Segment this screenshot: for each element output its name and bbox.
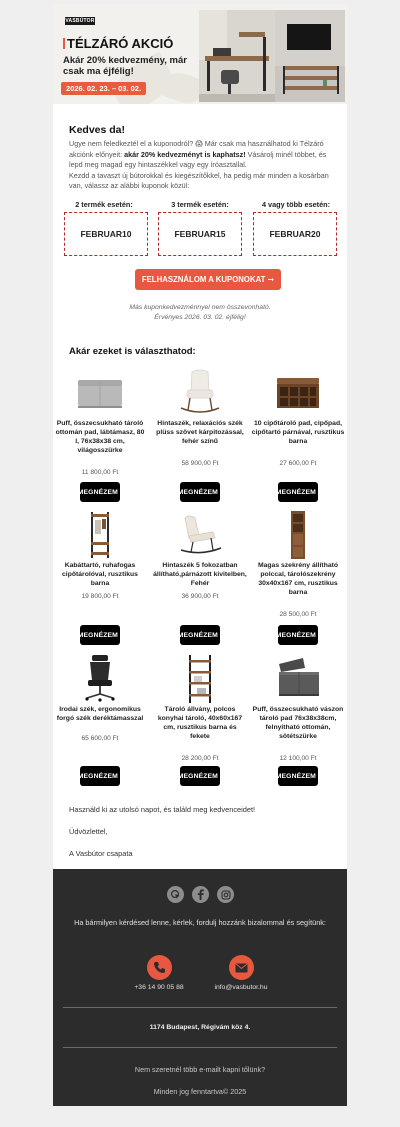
closing-line-1: Használd ki az utolsó napot, és találd meg kedvenceidet! bbox=[69, 805, 256, 814]
product-card[interactable] bbox=[153, 654, 247, 804]
coupon-note-1: Más kuponkedvezménnyel nem összevonható. bbox=[129, 304, 271, 311]
instagram-icon[interactable] bbox=[217, 886, 234, 903]
coat-rack-image[interactable] bbox=[75, 510, 125, 560]
product-card[interactable] bbox=[53, 654, 147, 804]
product-name[interactable]: Hintaszék 5 fokozatban állítható,párnázott kivitelben, Fehér bbox=[153, 562, 247, 587]
banner-photo-desk bbox=[199, 10, 275, 102]
ottoman-grey-image[interactable] bbox=[75, 368, 125, 418]
footer-divider bbox=[63, 1007, 337, 1008]
view-product-button[interactable]: MEGNÉZEM › bbox=[180, 766, 220, 786]
coupon-code-1: FEBRUAR10 bbox=[64, 212, 148, 256]
view-product-button[interactable]: MEGNÉZEM › bbox=[80, 766, 120, 786]
coupon-label-1: 2 termék esetén: bbox=[75, 200, 133, 209]
coupon-label-3: 4 vagy több esetén: bbox=[261, 200, 331, 209]
product-name[interactable]: 10 cipőtároló pad, cipőpad, cipőtartó párnával, rusztikus barna bbox=[251, 420, 345, 445]
intro-highlight: akár 20% kedvezményt is kaphatsz! bbox=[124, 149, 246, 159]
footer-help-text: Ha bármilyen kérdésed lenne, kérlek, fordulj hozzánk bizalommal és segítünk: bbox=[74, 918, 326, 927]
view-product-button[interactable]: MEGNÉZEM › bbox=[80, 625, 120, 645]
footer-address: 1174 Budapest, Régivám köz 4. bbox=[149, 1024, 251, 1031]
intro-part3: Kezdd a tavaszt új bútorokkal és kiegészítőkkel, ha pedig már minden a kosárban van, válassz az alábbi kuponok közül: bbox=[69, 170, 329, 190]
copyright-text: Minden jog fenntartva© 2025 bbox=[153, 1087, 247, 1096]
intro-text bbox=[69, 139, 333, 192]
product-price: 19 800,00 Ft bbox=[81, 593, 119, 600]
office-chair-image[interactable] bbox=[75, 654, 125, 704]
product-name[interactable]: Magas szekrény állítható polccal, tárolószekrény 30x40x167 cm, rusztikus barna bbox=[257, 562, 339, 596]
product-card[interactable] bbox=[251, 654, 345, 804]
product-price: 28 500,00 Ft bbox=[279, 611, 317, 618]
product-price: 65 600,00 Ft bbox=[81, 735, 119, 742]
coupon-note-2: Érvényes 2026. 03. 02. éjfélig! bbox=[154, 314, 246, 321]
product-card[interactable] bbox=[153, 368, 247, 518]
product-price: 36 900,00 Ft bbox=[181, 593, 219, 600]
view-product-button[interactable]: MEGNÉZEM › bbox=[180, 625, 220, 645]
shoe-bench-image[interactable] bbox=[273, 368, 323, 418]
banner-photo-tv-stand bbox=[275, 10, 345, 102]
product-name[interactable]: Hintaszék, relaxációs szék plüss szövet kárpitozással, fehér színű bbox=[156, 420, 244, 445]
rocking-chair-white-image[interactable] bbox=[175, 368, 225, 418]
view-product-button[interactable]: MEGNÉZEM › bbox=[278, 482, 318, 502]
product-card[interactable] bbox=[251, 510, 345, 660]
intro-part2: Vásárolj minél többet, és lepd meg magad egy hintaszékkel vagy egy íróasztallal. bbox=[69, 149, 327, 169]
closing-line-2: Üdvözlettel, bbox=[69, 827, 108, 836]
view-product-button[interactable]: MEGNÉZEM › bbox=[278, 766, 318, 786]
facebook-icon[interactable] bbox=[192, 886, 209, 903]
coupon-code-2: FEBRUAR15 bbox=[158, 212, 242, 256]
footer bbox=[53, 869, 347, 1106]
view-product-button[interactable]: MEGNÉZEM › bbox=[278, 625, 318, 645]
product-card[interactable] bbox=[153, 510, 247, 660]
footer-divider bbox=[63, 1047, 337, 1048]
product-price: 58 900,00 Ft bbox=[181, 460, 219, 467]
mail-icon[interactable] bbox=[229, 955, 254, 980]
product-name[interactable]: Puff, összecsukható vászon tároló pad 76x38x38cm, felnyitható ottomán, sötétszürke bbox=[252, 706, 344, 740]
use-coupons-button[interactable]: FELHASZNÁLOM A KUPONOKAT ➞ bbox=[135, 269, 281, 290]
greeting: Kedves da! bbox=[69, 124, 126, 136]
product-price: 11 800,00 Ft bbox=[81, 469, 119, 476]
product-name[interactable]: Irodai szék, ergonomikus forgó szék deréktámasszal bbox=[56, 706, 144, 722]
unsubscribe-link[interactable]: Nem szeretnél több e-mailt kapni tőlünk? bbox=[134, 1065, 266, 1074]
closing-signature: A Vasbútor csapata bbox=[69, 849, 133, 858]
footer-email[interactable]: info@vasbutor.hu bbox=[214, 984, 268, 991]
tall-cabinet-image[interactable] bbox=[273, 510, 323, 560]
intro-part1: Ugye nem feledkeztél el a kuponodról? 😱 Már csak ma használhatod ki Télzáró akciónk előnyeit: bbox=[69, 139, 324, 159]
product-card[interactable] bbox=[53, 510, 147, 660]
banner-title-text: TÉLZÁRÓ AKCIÓ bbox=[67, 36, 174, 51]
cursor-click-icon[interactable] bbox=[167, 886, 184, 903]
coupon-label-2: 3 termék esetén: bbox=[171, 200, 229, 209]
product-card[interactable] bbox=[251, 368, 345, 518]
reclining-rocking-chair-image[interactable] bbox=[175, 510, 225, 560]
product-name[interactable]: Puff, összecsukható tároló ottomán pad, lábtámasz, 80 l, 76x38x38 cm, világosszürke bbox=[55, 420, 145, 454]
promo-banner[interactable] bbox=[53, 4, 347, 104]
kitchen-shelf-image[interactable] bbox=[175, 654, 225, 704]
section-title: Akár ezeket is választhatod: bbox=[69, 346, 196, 357]
title-accent-bar bbox=[63, 38, 65, 49]
banner-title bbox=[63, 36, 173, 51]
view-product-button[interactable]: MEGNÉZEM › bbox=[180, 482, 220, 502]
product-price: 28 200,00 Ft bbox=[181, 755, 219, 762]
view-product-button[interactable]: MEGNÉZEM › bbox=[80, 482, 120, 502]
product-price: 27 600,00 Ft bbox=[279, 460, 317, 467]
product-name[interactable]: Kabáttartó, ruhafogas cipőtárolóval, rusztikus barna bbox=[62, 562, 138, 587]
brand-logo[interactable]: VASBÚTOR bbox=[65, 18, 95, 24]
footer-phone[interactable]: +36 14 90 05 88 bbox=[134, 984, 184, 991]
phone-icon[interactable] bbox=[147, 955, 172, 980]
banner-subtitle: Akár 20% kedvezmény, már csak ma éjfélig! bbox=[63, 55, 187, 77]
ottoman-dark-grey-image[interactable] bbox=[273, 654, 323, 704]
coupon-code-3: FEBRUAR20 bbox=[253, 212, 337, 256]
product-name[interactable]: Tároló állvány, polcos konyhai tároló, 40x60x167 cm, rusztikus barna és fekete bbox=[157, 706, 243, 740]
banner-date-badge: 2026. 02. 23. – 03. 02. bbox=[61, 82, 146, 95]
product-price: 12 100,00 Ft bbox=[279, 755, 317, 762]
product-card[interactable] bbox=[53, 368, 147, 518]
email-container bbox=[53, 4, 347, 1106]
